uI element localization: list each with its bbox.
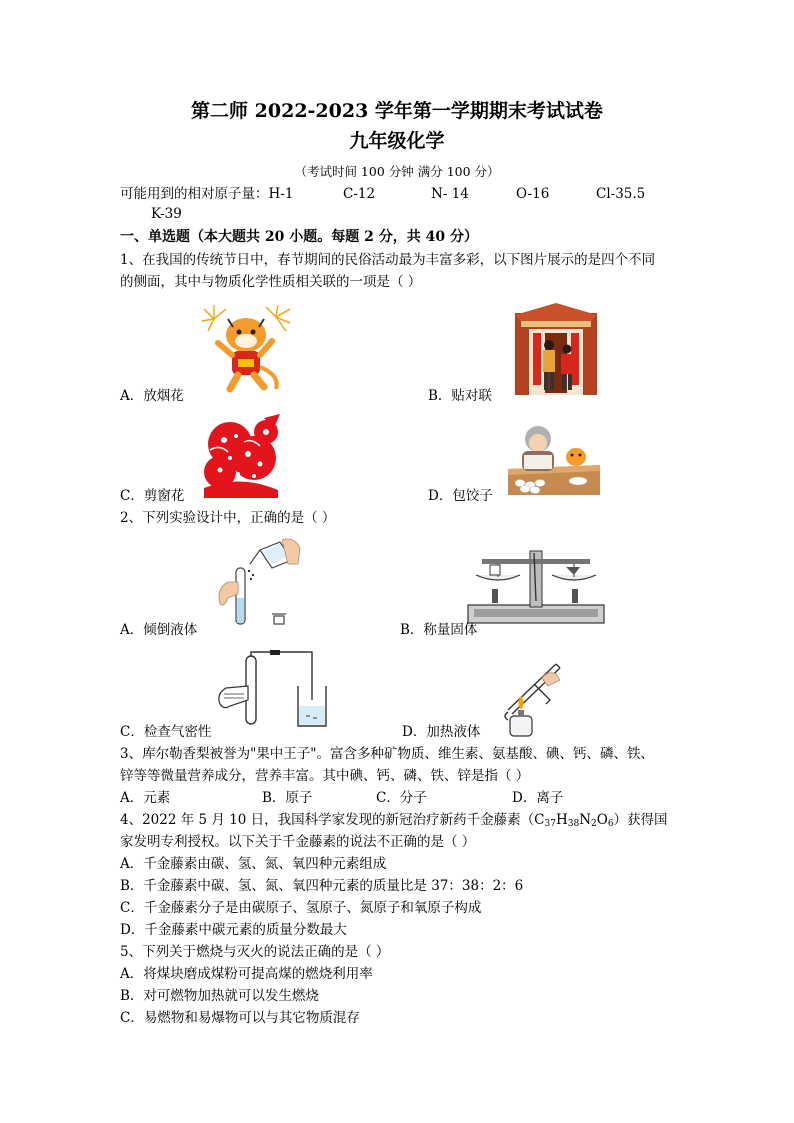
atomic-mass-c: C-12 (343, 186, 376, 202)
q1-line2: 的侧面，其中与物质化学性质相关联的一项是（ ） (120, 274, 422, 290)
q5-option-a: A．将煤块磨成煤粉可提高煤的燃烧利用率 (120, 966, 373, 982)
fireworks-tiger-image (200, 305, 292, 395)
q2-option-a: A．倾倒液体 (120, 622, 198, 638)
q4-option-a: A．千金藤素由碳、氢、氮、氧四种元素组成 (120, 856, 387, 872)
atomic-mass-n: N- 14 (431, 186, 469, 202)
dumplings-image (508, 425, 600, 495)
q1-option-a: A．放烟花 (120, 388, 184, 404)
atomic-mass-o: O-16 (516, 186, 550, 202)
q1-option-c: C．剪窗花 (120, 488, 185, 504)
q5-option-c: C．易燃物和易爆物可以与其它物质混存 (120, 1010, 360, 1026)
couplets-door-image (515, 303, 597, 395)
atomic-mass-k: K-39 (151, 206, 182, 222)
q3-option-c: C．分子 (376, 790, 427, 806)
q2-option-c: C．检查气密性 (120, 724, 212, 740)
atomic-mass-label: 可能用到的相对原子量：H-1 (120, 186, 294, 202)
q3-option-b: B．原子 (262, 790, 313, 806)
q1-option-b: B．贴对联 (428, 388, 492, 404)
q5-option-b: B．对可燃物加热就可以发生燃烧 (120, 988, 319, 1004)
exam-info: （考试时间 100 分钟 满分 100 分） (294, 164, 500, 179)
heating-liquid-image (498, 660, 578, 738)
q4-option-d: D．千金藤素中碳元素的质量分数最大 (120, 922, 347, 938)
q2-option-b: B．称量固体 (400, 622, 478, 638)
q4-option-c: C．千金藤素分子是由碳原子、氢原子、氮原子和氧原子构成 (120, 900, 482, 916)
q3-line1: 3、库尔勒香梨被誉为"果中王子"。富含多种矿物质、维生素、氨基酸、碘、钙、磷、铁、 (120, 746, 655, 762)
q1-option-d: D．包饺子 (428, 488, 493, 504)
pouring-liquid-image (214, 538, 302, 630)
q1-line1: 1、在我国的传统节日中，春节期间的民俗活动最为丰富多彩，以下图片展示的是四个不同 (120, 252, 656, 268)
balance-scale-image (462, 545, 610, 625)
atomic-mass-cl: Cl-35.5 (596, 186, 646, 202)
q4-option-b: B．千金藤素中碳、氢、氮、氧四种元素的质量比是 37：38：2：6 (120, 878, 524, 894)
paper-cut-image (200, 414, 282, 498)
q2-option-d: D．加热液体 (402, 724, 481, 740)
q3-option-a: A．元素 (120, 790, 171, 806)
q4-line2: 家发明专利授权。以下关于千金藤素的说法不正确的是（ ） (120, 834, 476, 850)
q4-line1: 4、2022 年 5 月 10 日，我国科学家发现的新冠治疗新药千金藤素$(C_{37}H_{38}N_2O_6)$获得国 (120, 812, 668, 829)
section-heading-single-choice: 一、单选题（本大题共 20 小题。每题 2 分，共 40 分） (120, 229, 478, 245)
q5-stem: 5、下列关于燃烧与灭火的说法正确的是（ ） (120, 944, 390, 960)
q3-option-d: D．离子 (512, 790, 564, 806)
exam-title: 第二师 2022-2023 学年第一学期期末考试试卷 (191, 100, 603, 122)
q2-stem: 2、下列实验设计中，正确的是（ ） (120, 510, 336, 526)
exam-subject: 九年级化学 (349, 130, 445, 152)
q3-line2: 锌等等微量营养成分，营养丰富。其中碘、钙、磷、铁、锌是指（ ） (120, 768, 530, 784)
airtightness-check-image (216, 650, 332, 730)
